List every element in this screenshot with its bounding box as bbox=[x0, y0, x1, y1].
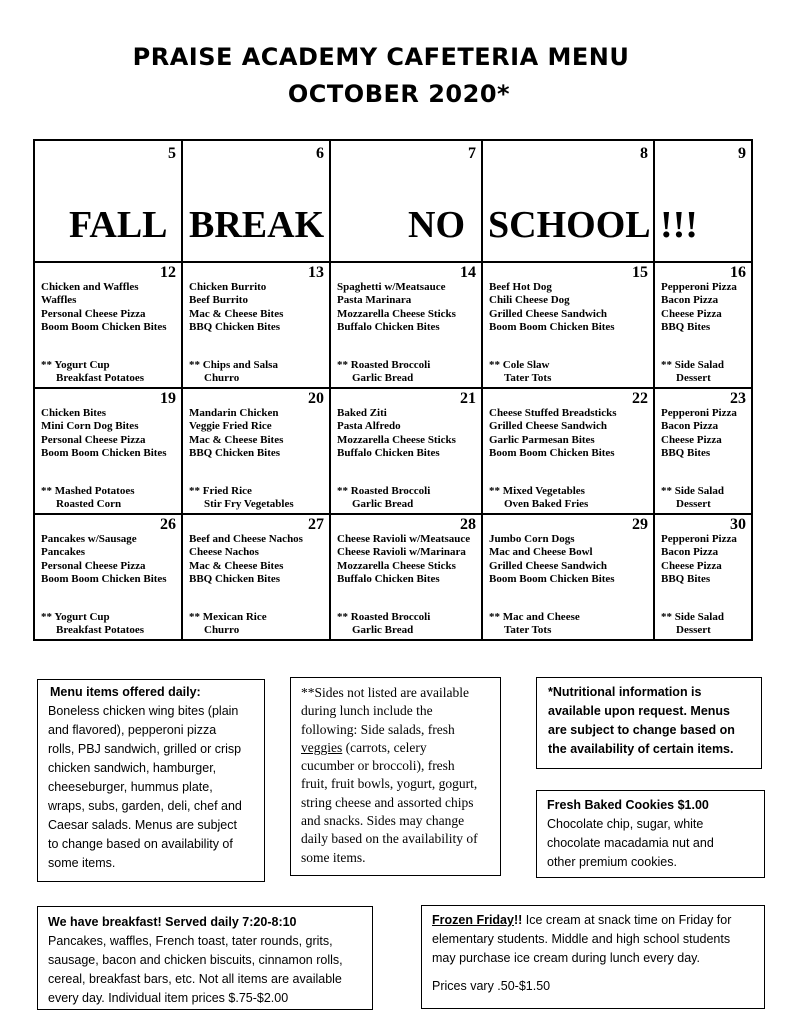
day-cell bbox=[330, 262, 482, 388]
text-line: and flavored), pepperoni pizza bbox=[48, 723, 217, 737]
day-cell bbox=[182, 140, 330, 262]
week-row bbox=[34, 388, 752, 514]
text-line: wraps, subs, garden, deli, chef and bbox=[48, 799, 242, 813]
menu-item: Chicken Bites bbox=[41, 407, 107, 419]
breakfast-title: We have breakfast! Served daily 7:20-8:10 bbox=[48, 915, 297, 929]
side-items bbox=[661, 611, 724, 638]
menu-item: Pasta Alfredo bbox=[337, 420, 401, 433]
side-items bbox=[489, 611, 580, 638]
text-line: may purchase ice cream during lunch every day. bbox=[432, 951, 700, 965]
day-cell bbox=[182, 388, 330, 514]
text-line: chicken sandwich, hamburger, bbox=[48, 761, 217, 775]
day-cell bbox=[654, 514, 752, 640]
menu-items bbox=[189, 533, 303, 586]
menu-title: PRAISE ACADEMY CAFETERIA MENU bbox=[132, 43, 630, 71]
text-line: cucumber or broccoli), fresh bbox=[301, 758, 455, 774]
side-item: ** Mashed Potatoes bbox=[41, 485, 135, 497]
menu-item: Grilled Cheese Sandwich bbox=[489, 307, 607, 320]
menu-items bbox=[337, 407, 456, 460]
menu-item: BBQ Bites bbox=[661, 320, 711, 333]
side-item: ** Mixed Vegetables bbox=[489, 485, 585, 497]
frozen-friday-exclaim: !! bbox=[513, 913, 523, 927]
text-line: during lunch include the bbox=[301, 703, 433, 719]
menu-item: Mac & Cheese Bites bbox=[189, 559, 284, 572]
day-cell bbox=[654, 262, 752, 388]
menu-item: Beef Hot Dog bbox=[489, 281, 552, 293]
text-line: and snacks. Sides may change bbox=[301, 813, 465, 829]
side-item: ** Yogurt Cup bbox=[41, 359, 110, 371]
menu-item: Cheese Pizza bbox=[661, 433, 722, 446]
sides-note-box bbox=[290, 677, 501, 876]
day-number: 8 bbox=[640, 145, 648, 162]
menu-item: Cheese Stuffed Breadsticks bbox=[489, 407, 617, 419]
text-line: available upon request. Menus bbox=[548, 704, 730, 718]
text-line: every day. Individual item prices $.75-$2.00 bbox=[48, 991, 289, 1005]
menu-items bbox=[41, 281, 167, 334]
breakfast-box bbox=[37, 906, 373, 1010]
sides-note-text bbox=[301, 684, 500, 867]
menu-item: BBQ Bites bbox=[661, 572, 711, 585]
side-item: Tater Tots bbox=[504, 624, 552, 637]
menu-items bbox=[189, 407, 283, 460]
menu-subtitle: OCTOBER 2020* bbox=[287, 80, 511, 108]
menu-item: Boom Boom Chicken Bites bbox=[41, 572, 167, 585]
text-line: Chocolate chip, sugar, white bbox=[547, 817, 704, 831]
day-cell bbox=[34, 262, 182, 388]
break-word: FALL bbox=[69, 204, 168, 246]
menu-item: Boom Boom Chicken Bites bbox=[489, 320, 615, 333]
side-items bbox=[337, 359, 430, 386]
text-line: to change based on availability of bbox=[48, 837, 233, 851]
side-items bbox=[489, 359, 551, 386]
day-number: 12 bbox=[160, 264, 176, 281]
day-number: 19 bbox=[160, 390, 176, 407]
menu-item: Buffalo Chicken Bites bbox=[337, 572, 440, 585]
side-items bbox=[661, 359, 724, 386]
menu-item: Bacon Pizza bbox=[661, 546, 719, 559]
side-item: ** Cole Slaw bbox=[489, 359, 550, 371]
menu-item: Pancakes w/Sausage bbox=[41, 533, 137, 545]
menu-items bbox=[489, 407, 617, 460]
day-number: 13 bbox=[308, 264, 324, 281]
day-cell bbox=[34, 514, 182, 640]
menu-item: Chili Cheese Dog bbox=[489, 294, 570, 307]
menu-item: Cheese Nachos bbox=[189, 546, 259, 559]
menu-item: Boom Boom Chicken Bites bbox=[41, 320, 167, 333]
side-item: Garlic Bread bbox=[352, 372, 414, 385]
text-line: the availability of certain items. bbox=[548, 742, 734, 756]
side-item: ** Side Salad bbox=[661, 611, 724, 623]
side-item: Dessert bbox=[676, 624, 711, 637]
side-item: Stir Fry Vegetables bbox=[204, 498, 294, 511]
nutrition-note-text bbox=[548, 683, 761, 759]
frozen-friday-prices: Prices vary .50-$1.50 bbox=[432, 979, 551, 993]
side-items bbox=[337, 485, 430, 512]
menu-item: Pepperoni Pizza bbox=[661, 281, 737, 293]
menu-items bbox=[489, 281, 615, 334]
side-item: Dessert bbox=[676, 498, 711, 511]
text-line: cheeseburger, hummus plate, bbox=[48, 780, 213, 794]
menu-item: Mozzarella Cheese Sticks bbox=[337, 307, 456, 320]
day-cell bbox=[330, 388, 482, 514]
side-item: Breakfast Potatoes bbox=[56, 624, 145, 637]
menu-item: Beef Burrito bbox=[189, 294, 248, 307]
text-line: Pancakes, waffles, French toast, tater rounds, grits, bbox=[48, 934, 333, 948]
menu-items bbox=[337, 281, 456, 334]
menu-item: Pepperoni Pizza bbox=[661, 407, 737, 419]
side-item: Dessert bbox=[676, 372, 711, 385]
day-cell bbox=[182, 514, 330, 640]
side-item: Breakfast Potatoes bbox=[56, 372, 145, 385]
side-item: ** Yogurt Cup bbox=[41, 611, 110, 623]
text-line: sausage, bacon and chicken biscuits, cinnamon rolls, bbox=[48, 953, 343, 967]
day-number: 28 bbox=[460, 516, 476, 533]
side-item: ** Mexican Rice bbox=[189, 611, 267, 623]
side-items bbox=[189, 611, 267, 638]
day-number: 29 bbox=[632, 516, 648, 533]
day-number: 30 bbox=[730, 516, 746, 533]
text-line: elementary students. Middle and high school students bbox=[432, 932, 731, 946]
frozen-friday-intro: Ice cream at snack time on Friday for bbox=[522, 913, 732, 927]
cookies-box bbox=[536, 790, 765, 878]
menu-item: Cheese Ravioli w/Marinara bbox=[337, 546, 466, 559]
menu-items bbox=[489, 533, 615, 586]
break-word: SCHOOL bbox=[488, 204, 651, 246]
menu-items bbox=[189, 281, 283, 334]
break-word: !!! bbox=[660, 204, 698, 246]
text-line: some items. bbox=[301, 849, 366, 865]
menu-item: Baked Ziti bbox=[337, 407, 387, 419]
frozen-friday-text bbox=[432, 930, 764, 968]
day-cell bbox=[330, 140, 482, 262]
text-line: following: Side salads, fresh bbox=[301, 721, 455, 737]
day-cell bbox=[482, 388, 654, 514]
day-number: 15 bbox=[632, 264, 648, 281]
day-cell bbox=[482, 140, 654, 262]
frozen-friday-title: Frozen Friday bbox=[432, 913, 514, 927]
menu-item: Grilled Cheese Sandwich bbox=[489, 420, 607, 433]
daily-items-box bbox=[37, 679, 265, 882]
day-cell bbox=[654, 388, 752, 514]
day-number: 21 bbox=[460, 390, 476, 407]
text-line: veggies (carrots, celery bbox=[301, 739, 427, 755]
text-line: cereal, breakfast bars, etc. Not all items are available bbox=[48, 972, 342, 986]
day-number: 9 bbox=[738, 145, 746, 162]
day-number: 5 bbox=[168, 145, 176, 162]
menu-items bbox=[661, 533, 737, 586]
side-items bbox=[489, 485, 588, 512]
menu-item: Boom Boom Chicken Bites bbox=[41, 446, 167, 459]
menu-item: Waffles bbox=[41, 294, 77, 307]
day-number: 27 bbox=[308, 516, 324, 533]
menu-item: BBQ Chicken Bites bbox=[189, 446, 281, 459]
day-number: 23 bbox=[730, 390, 746, 407]
text-line: **Sides not listed are available bbox=[301, 685, 469, 700]
menu-item: Mac and Cheese Bowl bbox=[489, 546, 593, 559]
week-row bbox=[34, 262, 752, 388]
menu-item: BBQ Bites bbox=[661, 446, 711, 459]
menu-item: Mandarin Chicken bbox=[189, 407, 279, 419]
day-cell bbox=[654, 140, 752, 262]
menu-item: Buffalo Chicken Bites bbox=[337, 320, 440, 333]
side-item: ** Side Salad bbox=[661, 485, 724, 497]
fall-break-row bbox=[34, 140, 752, 262]
menu-item: Beef and Cheese Nachos bbox=[189, 533, 303, 545]
menu-item: Garlic Parmesan Bites bbox=[489, 433, 595, 446]
menu-item: Mozzarella Cheese Sticks bbox=[337, 559, 456, 572]
side-item: Churro bbox=[204, 372, 240, 385]
frozen-friday-box bbox=[421, 905, 765, 1009]
side-item: ** Roasted Broccoli bbox=[337, 611, 431, 623]
side-items bbox=[189, 485, 294, 512]
day-number: 6 bbox=[316, 145, 324, 162]
menu-item: Mac & Cheese Bites bbox=[189, 433, 284, 446]
nutrition-note-box bbox=[536, 677, 762, 769]
text-line: *Nutritional information is bbox=[548, 685, 702, 699]
day-number: 16 bbox=[730, 264, 746, 281]
menu-item: Pancakes bbox=[41, 546, 85, 559]
daily-items-text bbox=[48, 702, 264, 873]
breakfast-text bbox=[48, 932, 372, 1008]
menu-item: Chicken and Waffles bbox=[41, 281, 139, 293]
text-line: chocolate macadamia nut and bbox=[547, 836, 714, 850]
day-number: 7 bbox=[468, 145, 476, 162]
day-cell bbox=[34, 140, 182, 262]
menu-item: Buffalo Chicken Bites bbox=[337, 446, 440, 459]
side-items bbox=[41, 485, 135, 512]
day-number: 22 bbox=[632, 390, 648, 407]
menu-item: BBQ Chicken Bites bbox=[189, 320, 281, 333]
day-number: 20 bbox=[308, 390, 324, 407]
side-item: Roasted Corn bbox=[56, 498, 122, 511]
text-line: Boneless chicken wing bites (plain bbox=[48, 704, 239, 718]
menu-item: Cheese Ravioli w/Meatsauce bbox=[337, 533, 471, 545]
week-row bbox=[34, 514, 752, 640]
side-item: ** Mac and Cheese bbox=[489, 611, 580, 623]
side-items bbox=[661, 485, 724, 512]
break-word: BREAK bbox=[189, 204, 325, 246]
menu-item: Veggie Fried Rice bbox=[189, 420, 272, 433]
menu-item: Mac & Cheese Bites bbox=[189, 307, 284, 320]
menu-item: Bacon Pizza bbox=[661, 294, 719, 307]
menu-item: Mozzarella Cheese Sticks bbox=[337, 433, 456, 446]
menu-item: Chicken Burrito bbox=[189, 281, 267, 293]
side-item: Garlic Bread bbox=[352, 624, 414, 637]
side-item: ** Chips and Salsa bbox=[189, 359, 278, 371]
text-line: rolls, PBJ sandwich, grilled or crisp bbox=[48, 742, 242, 756]
day-cell bbox=[482, 262, 654, 388]
menu-items bbox=[337, 533, 470, 586]
side-item: ** Roasted Broccoli bbox=[337, 485, 431, 497]
menu-item: Mini Corn Dog Bites bbox=[41, 420, 139, 433]
text-line: daily based on the availability of bbox=[301, 831, 478, 847]
menu-item: Bacon Pizza bbox=[661, 420, 719, 433]
menu-item: Spaghetti w/Meatsauce bbox=[337, 281, 446, 293]
menu-item: Cheese Pizza bbox=[661, 307, 722, 320]
side-item: Churro bbox=[204, 624, 240, 637]
cookies-text bbox=[547, 815, 764, 872]
cookies-title: Fresh Baked Cookies $1.00 bbox=[547, 798, 709, 812]
menu-items bbox=[41, 533, 167, 586]
text-line: string cheese and assorted chips bbox=[301, 794, 474, 810]
menu-item: Personal Cheese Pizza bbox=[41, 307, 146, 320]
menu-items bbox=[41, 407, 167, 460]
daily-items-title: Menu items offered daily: bbox=[50, 685, 201, 699]
day-cell bbox=[182, 262, 330, 388]
side-items bbox=[41, 611, 144, 638]
day-cell bbox=[482, 514, 654, 640]
side-items bbox=[41, 359, 144, 386]
menu-item: Boom Boom Chicken Bites bbox=[489, 572, 615, 585]
side-item: Oven Baked Fries bbox=[504, 498, 589, 511]
day-number: 26 bbox=[160, 516, 176, 533]
menu-item: Boom Boom Chicken Bites bbox=[489, 446, 615, 459]
day-cell bbox=[34, 388, 182, 514]
menu-item: Personal Cheese Pizza bbox=[41, 433, 146, 446]
menu-item: Cheese Pizza bbox=[661, 559, 722, 572]
menu-calendar bbox=[33, 139, 753, 641]
menu-items bbox=[661, 281, 737, 334]
menu-item: Pepperoni Pizza bbox=[661, 533, 737, 545]
menu-item: BBQ Chicken Bites bbox=[189, 572, 281, 585]
frozen-friday-first-line bbox=[432, 911, 764, 930]
underlined-word: veggies bbox=[301, 739, 343, 755]
text-line: Caesar salads. Menus are subject bbox=[48, 818, 237, 832]
menu-item: Personal Cheese Pizza bbox=[41, 559, 146, 572]
side-item: Tater Tots bbox=[504, 372, 552, 385]
side-item: Garlic Bread bbox=[352, 498, 414, 511]
side-items bbox=[189, 359, 278, 386]
text-line: fruit, fruit bowls, yogurt, gogurt, bbox=[301, 776, 478, 792]
menu-item: Pasta Marinara bbox=[337, 294, 412, 307]
side-item: ** Roasted Broccoli bbox=[337, 359, 431, 371]
day-cell bbox=[330, 514, 482, 640]
break-word: NO bbox=[408, 204, 465, 246]
side-items bbox=[337, 611, 430, 638]
menu-item: Jumbo Corn Dogs bbox=[489, 533, 575, 545]
side-item: ** Side Salad bbox=[661, 359, 724, 371]
day-number: 14 bbox=[460, 264, 476, 281]
menu-item: Grilled Cheese Sandwich bbox=[489, 559, 607, 572]
text-line: are subject to change based on bbox=[548, 723, 735, 737]
menu-items bbox=[661, 407, 737, 460]
text-line: some items. bbox=[48, 856, 116, 870]
side-item: ** Fried Rice bbox=[189, 485, 252, 497]
text-line: other premium cookies. bbox=[547, 855, 677, 869]
